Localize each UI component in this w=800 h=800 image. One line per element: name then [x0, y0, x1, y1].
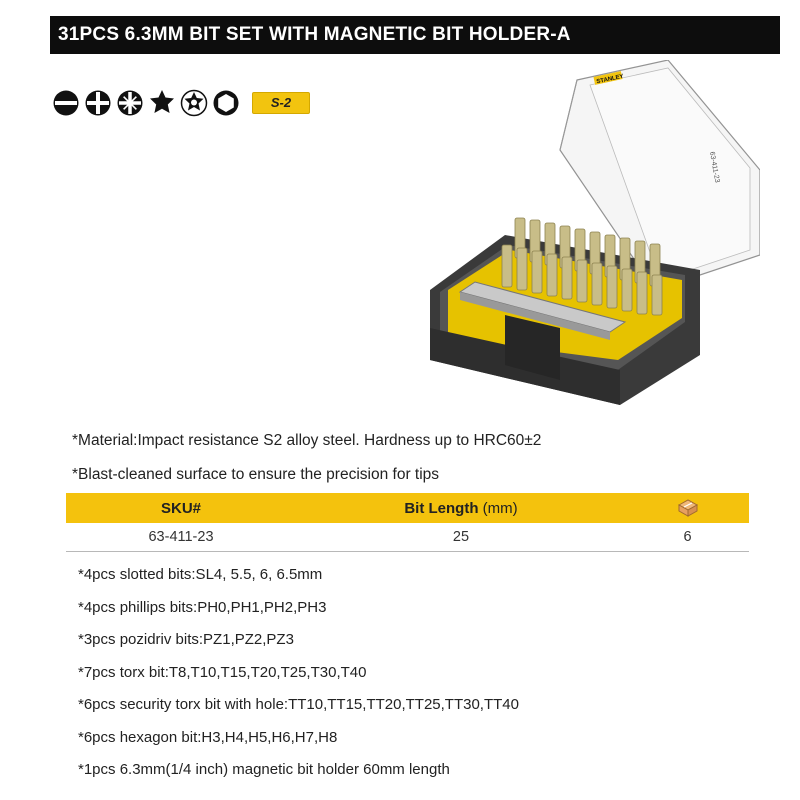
- list-item: *6pcs security torx bit with hole:TT10,TT15,TT20,TT25,TT30,TT40: [78, 696, 519, 713]
- security-torx-icon: [180, 89, 208, 117]
- list-item: *7pcs torx bit:T8,T10,T15,T20,T25,T30,T40: [78, 663, 367, 681]
- header-bit-length: [296, 500, 626, 517]
- list-item: *4pcs slotted bits:SL4, 5.5, 6, 6.5mm: [78, 566, 323, 583]
- box-icon: [676, 498, 700, 518]
- header-bit-length-label: Bit Length: [404, 499, 479, 517]
- lid-sku: 63-411-23: [708, 151, 721, 184]
- table-header: [66, 493, 749, 523]
- header-bit-length-unit: (mm): [482, 499, 518, 517]
- lid-brand: STANLEY: [596, 73, 625, 86]
- spec-surface: *Blast-cleaned surface to ensure the precision for tips: [72, 466, 440, 483]
- list-item: *1pcs 6.3mm(1/4 inch) magnetic bit holder 60mm length: [78, 761, 450, 778]
- bit-type-icons: [52, 88, 310, 118]
- phillips-icon: [84, 89, 112, 117]
- torx-icon: [148, 89, 176, 117]
- slotted-icon: [52, 89, 80, 117]
- cell-sku: 63-411-23: [148, 529, 214, 545]
- list-item: *6pcs hexagon bit:H3,H4,H5,H6,H7,H8: [78, 728, 338, 746]
- sku-table: [66, 493, 749, 552]
- table-row: [66, 523, 749, 552]
- product-image: [420, 60, 760, 405]
- contents-list: [78, 563, 519, 791]
- pozidriv-icon: [116, 89, 144, 117]
- cell-bit-length: 25: [452, 529, 470, 545]
- hexagon-icon: [212, 89, 240, 117]
- page-title: 31PCS 6.3MM BIT SET WITH MAGNETIC BIT HOLDER-A: [50, 16, 780, 54]
- s2-badge: S-2: [252, 92, 310, 114]
- header-sku: SKU#: [160, 499, 201, 517]
- spec-material: *Material:Impact resistance S2 alloy steel. Hardness up to HRC60±2: [72, 432, 542, 449]
- list-item: *4pcs phillips bits:PH0,PH1,PH2,PH3: [78, 598, 327, 616]
- cell-quantity: 6: [683, 529, 692, 545]
- list-item: *3pcs pozidriv bits:PZ1,PZ2,PZ3: [78, 631, 294, 648]
- header-quantity: [626, 498, 749, 518]
